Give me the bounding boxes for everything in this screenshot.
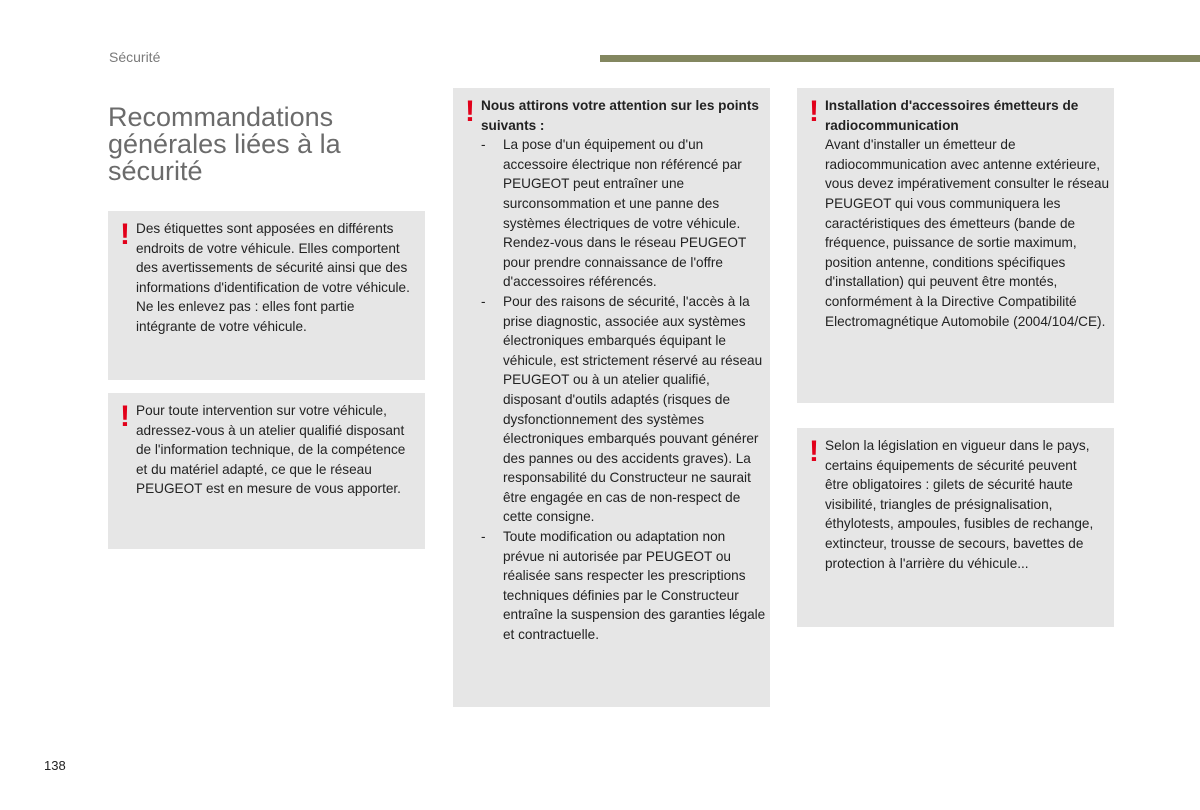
list-item: - Toute modification ou adaptation non prévue ni autorisée par PEUGEOT ou réalisée sans respecter les prescriptions techniques définies par le Constructeur entraîne la suspension des garanties légale et contractuelle.	[481, 527, 768, 645]
warning-exclamation-icon: !	[809, 435, 819, 468]
warning-exclamation-icon: !	[465, 95, 475, 128]
warning-text: Avant d'installer un émetteur de radiocommunication avec antenne extérieure, vous devez impérativement consulter le réseau PEUGEOT qui vous communiquera les caractéristiques des émetteurs (bande de fréquence, puissance de sortie maximum, position antenne, conditions spécifiques d'installation) qui peuvent être montés, conformément à la Directive Compatibilité Electromagnétique Automobile (2004/104/CE).	[825, 137, 1110, 329]
page-number: 138	[44, 758, 66, 773]
warning-exclamation-icon: !	[809, 95, 819, 128]
warning-exclamation-icon: !	[120, 218, 130, 251]
warning-text: Des étiquettes sont apposées en différents endroits de votre véhicule. Elles comportent des avertissements de sécurité ainsi que des informations d'identification de votre véhicule. Ne les enlevez pas : elles font partie intégrante de votre véhicule.	[136, 221, 410, 334]
warning-box-intervention	[108, 393, 425, 549]
warning-exclamation-icon: !	[120, 400, 130, 433]
warning-text: Pour toute intervention sur votre véhicule, adressez-vous à un atelier qualifié disposant de l'information technique, de la compétence et du matériel adapté, ce que le réseau PEUGEOT est en mesure de vous apporter.	[136, 403, 406, 497]
warning-heading: Nous attirons votre attention sur les points suivants :	[481, 98, 759, 133]
header-accent-bar	[600, 55, 1200, 62]
section-label: Sécurité	[109, 49, 161, 65]
page-title: Recommandations générales liées à la sécurité	[108, 102, 341, 187]
list-item: - La pose d'un équipement ou d'un accessoire électrique non référencé par PEUGEOT peut entraîner une surconsommation et une panne des systèmes électriques de votre véhicule. Rendez-vous dans le réseau PEUGEOT pour prendre connaissance de l'offre d'accessoires référencés.	[481, 135, 768, 292]
warning-box-radio	[797, 88, 1114, 403]
attention-list	[481, 135, 768, 644]
warning-box-labels	[108, 211, 425, 380]
warning-box-attention	[453, 88, 770, 707]
list-item: - Pour des raisons de sécurité, l'accès à la prise diagnostic, associée aux systèmes électroniques embarqués équipant le véhicule, est strictement réservé au réseau PEUGEOT ou à un atelier qualifié, disposant d'outils adaptés (risques de dysfonctionnement des systèmes électroniques embarqués pouvant générer des pannes ou des accidents graves). La responsabilité du Constructeur ne saurait être engagée en cas de non-respect de cette consigne.	[481, 292, 768, 527]
warning-text: Selon la législation en vigueur dans le pays, certains équipements de sécurité peuvent être obligatoires : gilets de sécurité haute visibilité, triangles de présignalisation, éthylotests, ampoules, fusibles de rechange, extincteur, trousse de secours, bavettes de protection à l'arrière du véhicule...	[825, 438, 1094, 571]
warning-heading: Installation d'accessoires émetteurs de radiocommunication	[825, 98, 1079, 133]
warning-box-legislation	[797, 428, 1114, 627]
